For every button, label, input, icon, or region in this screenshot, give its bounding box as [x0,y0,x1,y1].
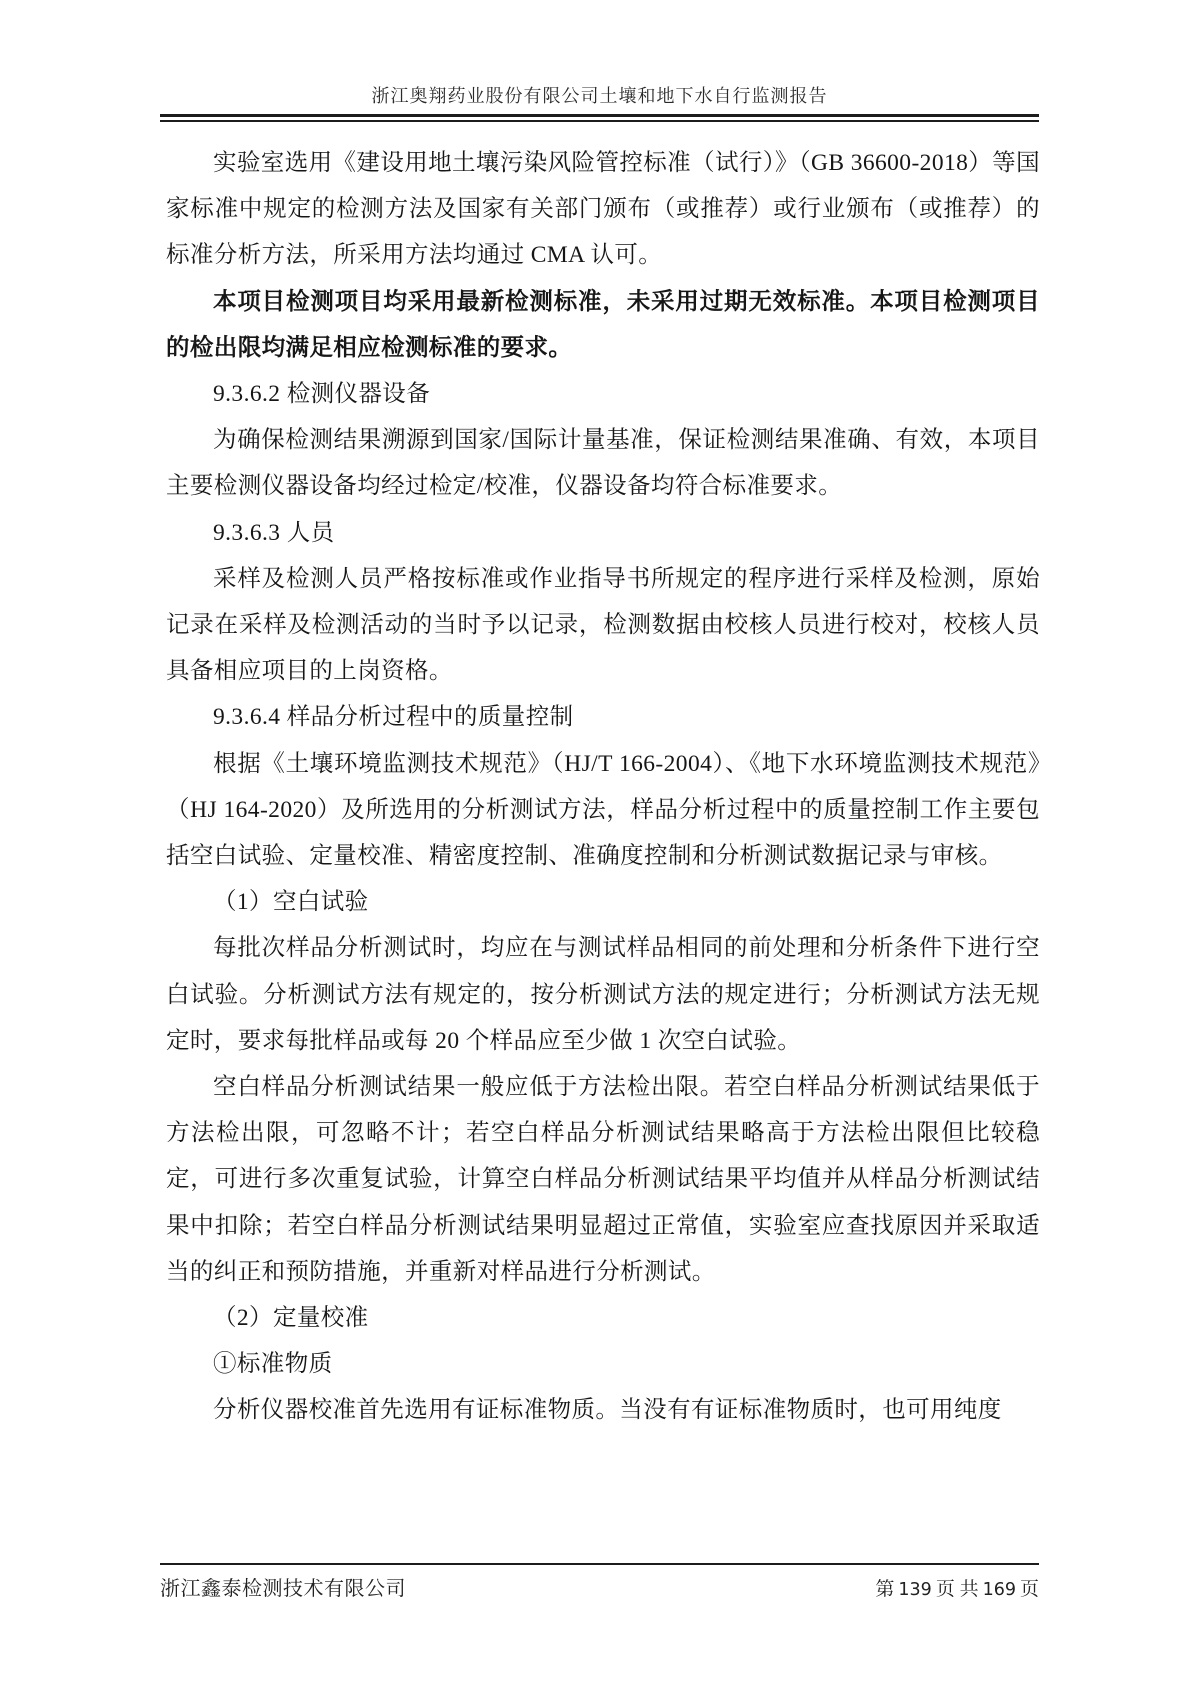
header-rule [160,114,1039,122]
document-body [166,140,1040,1434]
para-blank-test-results: 空白样品分析测试结果一般应低于方法检出限。若空白样品分析测试结果低于方法检出限，可忽略不计；若空白样品分析测试结果略高于方法检出限但比较稳定，可进行多次重复试验，计算空白样品分析测试结果平均值并从样品分析测试结果中扣除；若空白样品分析测试结果明显超过正常值，实验室应查找原因并采取适当的纠正和预防措施，并重新对样品进行分析测试。 [166,1074,1040,1285]
footer-page-prefix-label: 第 [875,1579,895,1600]
heading-reference-material: ①标准物质 [213,1351,333,1378]
para-latest-standards-statement: 本项目检测项目均采用最新检测标准，未采用过期无效标准。本项目检测项目的检出限均满足相应检测标准的要求。 [166,288,1040,361]
para-lab-method-selection: 实验室选用《建设用地土壤污染风险管控标准（试行）》（GB 36600-2018）等国家标准中规定的检测方法及国家有关部门颁布（或推荐）或行业颁布（或推荐）的标准分析方法，所采用方法均通过 CMA 认可。 [166,150,1040,269]
para-personnel: 采样及检测人员严格按标准或作业指导书所规定的程序进行采样及检测，原始记录在采样及检测活动的当时予以记录，检测数据由校核人员进行校对，校核人员具备相应项目的上岗资格。 [166,565,1040,685]
footer-current-page-number: 139 [898,1580,932,1600]
footer-row [160,1572,1039,1601]
page-header [0,0,1199,122]
para-instruments: 为确保检测结果溯源到国家/国际计量基准，保证检测结果准确、有效，本项目主要检测仪器设备均经过检定/校准，仪器设备均符合标准要求。 [166,427,1040,500]
footer-page-middle-label: 页 共 [935,1579,979,1600]
footer-total-page-number: 169 [982,1580,1016,1600]
para-qc-basis: 根据《土壤环境监测技术规范》（HJ/T 166-2004）、《地下水环境监测技术规范》（HJ 164-2020）及所选用的分析测试方法，样品分析过程中的质量控制工作主要包括空白试验、定量校准、精密度控制、准确度控制和分析测试数据记录与审核。 [166,750,1040,870]
header-title: 浙江奥翔药业股份有限公司土壤和地下水自行监测报告 [371,86,828,106]
footer-company-name: 浙江鑫泰检测技术有限公司 [160,1578,406,1600]
heading-9-3-6-3: 9.3.6.3 人员 [213,519,335,546]
footer-page-suffix-label: 页 [1019,1579,1039,1600]
page-footer [160,1563,1039,1601]
para-reference-material: 分析仪器校准首先选用有证标准物质。当没有有证标准物质时，也可用纯度 [213,1397,1002,1424]
heading-blank-test: （1）空白试验 [213,889,369,916]
heading-9-3-6-2: 9.3.6.2 检测仪器设备 [213,381,431,408]
para-blank-test-procedure: 每批次样品分析测试时，均应在与测试样品相同的前处理和分析条件下进行空白试验。分析测试方法有规定的，按分析测试方法的规定进行；分析测试方法无规定时，要求每批样品或每 20 个样品应至少做 1 次空白试验。 [166,935,1040,1054]
footer-page-indicator [875,1574,1039,1601]
heading-quantitative-calibration: （2）定量校准 [213,1305,369,1332]
heading-9-3-6-4: 9.3.6.4 样品分析过程中的质量控制 [213,704,574,731]
